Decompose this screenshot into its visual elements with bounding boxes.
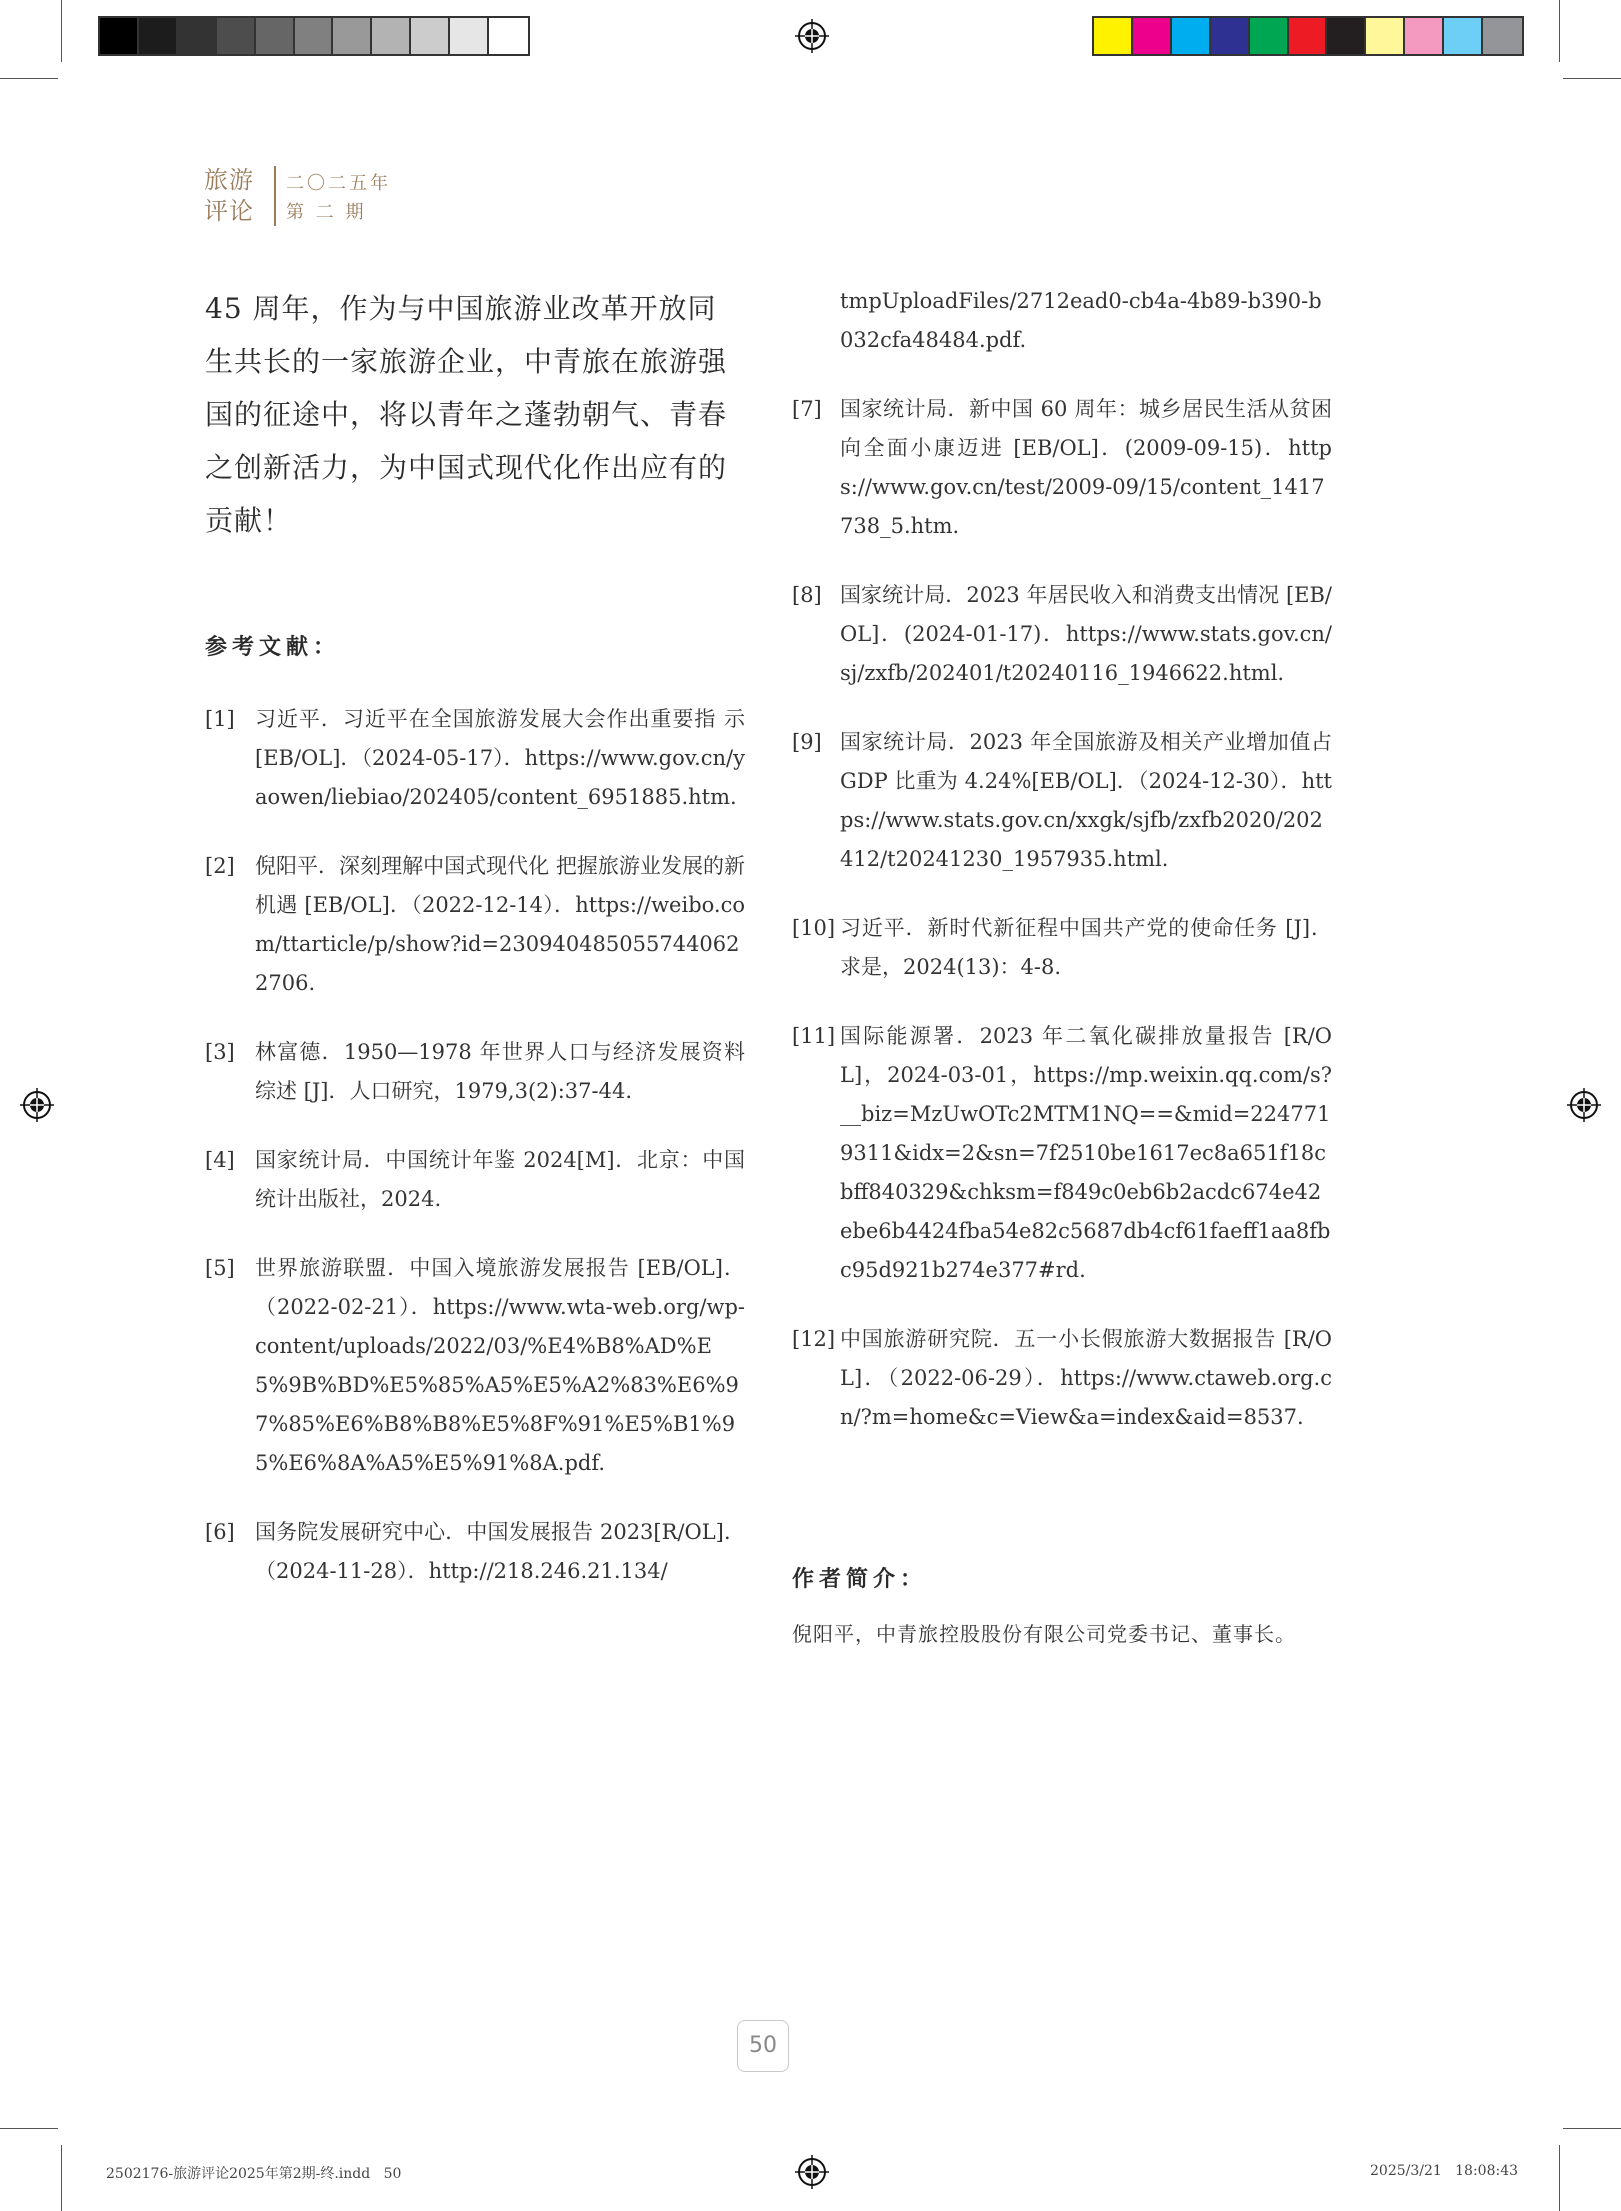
reference-item bbox=[792, 1017, 1332, 1290]
issue-year: 二〇二五年 bbox=[286, 173, 391, 194]
reference-item bbox=[205, 1513, 745, 1591]
journal-logo bbox=[204, 165, 264, 227]
reference-number: [9] bbox=[792, 730, 822, 754]
color-swatch bbox=[1327, 18, 1366, 54]
reference-item bbox=[792, 909, 1332, 987]
gray-swatch bbox=[178, 18, 217, 54]
gray-swatch bbox=[295, 18, 334, 54]
gray-swatch bbox=[450, 18, 489, 54]
reference-number: [1] bbox=[205, 707, 235, 731]
body-paragraph: 45 周年，作为与中国旅游业改革开放同生共长的一家旅游企业，中青旅在旅游强国的征途中，将以青年之蓬勃朝气、青春之创新活力，为中国式现代化作出应有的贡献！ bbox=[205, 292, 728, 537]
reference-item bbox=[205, 1033, 745, 1111]
reference-item bbox=[792, 282, 1332, 360]
gray-swatch bbox=[489, 18, 528, 54]
reference-text: 国家统计局．2023 年居民收入和消费支出情况 [EB/OL]．(2024-01-17)．https://www.stats.gov.cn/sj/zxfb/202401/t20240116_1946622.html. bbox=[840, 583, 1332, 685]
reference-number: [3] bbox=[205, 1040, 235, 1064]
reference-item bbox=[205, 700, 745, 817]
reference-number: [10] bbox=[792, 916, 836, 940]
gray-ramp-bar bbox=[98, 16, 530, 56]
logo-line-2: 评论 bbox=[204, 197, 254, 225]
gray-swatch bbox=[372, 18, 411, 54]
reference-text: 林富德．1950—1978 年世界人口与经济发展资料综述 [J]．人口研究，1979,3(2):37-44. bbox=[255, 1040, 745, 1103]
slug-timestamp: 2025/3/21 18:08:43 bbox=[1370, 2163, 1519, 2179]
color-swatch bbox=[1211, 18, 1250, 54]
reference-item bbox=[792, 576, 1332, 693]
page-number: 50 bbox=[737, 2020, 789, 2072]
registration-mark-icon bbox=[795, 19, 829, 53]
color-swatch bbox=[1250, 18, 1289, 54]
slug-file-info: 2502176-旅游评论2025年第2期-终.indd 50 bbox=[106, 2166, 402, 2182]
color-swatch bbox=[1289, 18, 1328, 54]
reference-number: [12] bbox=[792, 1327, 836, 1351]
reference-number: [4] bbox=[205, 1148, 235, 1172]
reference-text: 国际能源署．2023 年二氧化碳排放量报告 [R/OL]，2024-03-01，https://mp.weixin.qq.com/s?__biz=MzUwOTc2MTM1NQ==&mid=2247719311&idx=2&sn=7f2510be1617ec8a651f18cbff840329&chksm=f849c0eb6b2acdc674e42ebe6b4424fba54e82c5687db4cf61faeff1aa8fbc95d921b274e377#rd. bbox=[840, 1024, 1332, 1282]
reference-number: [5] bbox=[205, 1256, 235, 1280]
reference-item bbox=[205, 1141, 745, 1219]
reference-number: [6] bbox=[205, 1520, 235, 1544]
registration-mark-icon bbox=[795, 2155, 829, 2189]
reference-item bbox=[792, 723, 1332, 879]
reference-item bbox=[792, 1320, 1332, 1437]
color-swatch bbox=[1133, 18, 1172, 54]
issue-number: 第 二 期 bbox=[286, 202, 367, 223]
reference-text: 国务院发展研究中心．中国发展报告 2023[R/OL]．（2024-11-28）．http://218.246.21.134/ bbox=[255, 1520, 745, 1583]
reference-text: 习近平．新时代新征程中国共产党的使命任务 [J]．求是，2024(13)：4-8. bbox=[840, 916, 1332, 979]
reference-text: tmpUploadFiles/2712ead0-cb4a-4b89-b390-b032cfa48484.pdf. bbox=[840, 289, 1322, 352]
gray-swatch bbox=[217, 18, 256, 54]
gray-swatch bbox=[100, 18, 139, 54]
color-swatch bbox=[1094, 18, 1133, 54]
color-swatch-bar bbox=[1092, 16, 1524, 56]
gray-swatch bbox=[139, 18, 178, 54]
reference-number: [8] bbox=[792, 583, 822, 607]
references-list-left bbox=[205, 700, 745, 1621]
reference-item bbox=[205, 1249, 745, 1483]
reference-number: [7] bbox=[792, 397, 822, 421]
logo-line-1: 旅游 bbox=[204, 166, 254, 194]
color-swatch bbox=[1172, 18, 1211, 54]
reference-text: 国家统计局．新中国 60 周年：城乡居民生活从贫困向全面小康迈进 [EB/OL]．(2009-09-15)．https://www.gov.cn/test/2009-09/15/content_1417738_5.htm. bbox=[840, 397, 1332, 538]
registration-mark-icon bbox=[20, 1088, 54, 1122]
color-swatch bbox=[1444, 18, 1483, 54]
color-swatch bbox=[1366, 18, 1405, 54]
issue-info bbox=[286, 169, 391, 227]
reference-text: 国家统计局．2023 年全国旅游及相关产业增加值占 GDP 比重为 4.24%[EB/OL]．（2024-12-30）．https://www.stats.gov.cn/xxgk/sjfb/zxfb2020/202412/t20241230_1957935.html. bbox=[840, 730, 1332, 871]
gray-swatch bbox=[256, 18, 295, 54]
reference-item bbox=[792, 390, 1332, 546]
author-heading: 作者简介： bbox=[792, 1566, 928, 1592]
reference-item bbox=[205, 847, 745, 1003]
registration-mark-icon bbox=[1567, 1088, 1601, 1122]
reference-text: 国家统计局．中国统计年鉴 2024[M]．北京：中国统计出版社，2024. bbox=[255, 1148, 745, 1211]
reference-number: [2] bbox=[205, 854, 235, 878]
reference-text: 倪阳平．深刻理解中国式现代化 把握旅游业发展的新机遇 [EB/OL]．（2022-12-14）．https://weibo.com/ttarticle/p/show?id=2309404850557440622706. bbox=[255, 854, 745, 995]
reference-text: 中国旅游研究院．五一小长假旅游大数据报告 [R/OL]．（2022-06-29）．https://www.ctaweb.org.cn/?m=home&c=View&a=index&aid=8537. bbox=[840, 1327, 1332, 1429]
gray-swatch bbox=[333, 18, 372, 54]
author-bio: 倪阳平，中青旅控股股份有限公司党委书记、董事长。 bbox=[792, 1622, 1296, 1646]
reference-text: 世界旅游联盟．中国入境旅游发展报告 [EB/OL]．（2022-02-21）．https://www.wta-web.org/wp-content/uploads/2022/03/%E4%B8%AD%E5%9B%BD%E5%85%A5%E5%A2%83%E6%97%85%E6%B8%B8%E5%8F%91%E5%B1%95%E6%8A%A5%E5%91%8A.pdf. bbox=[255, 1256, 745, 1475]
color-swatch bbox=[1483, 18, 1522, 54]
header-divider bbox=[274, 166, 276, 226]
references-list-right bbox=[792, 282, 1332, 1467]
color-swatch bbox=[1405, 18, 1444, 54]
reference-number bbox=[792, 282, 840, 360]
reference-number: [11] bbox=[792, 1024, 836, 1048]
references-heading: 参考文献： bbox=[205, 634, 341, 660]
reference-text: 习近平．习近平在全国旅游发展大会作出重要指 示 [EB/OL]．（2024-05-17）．https://www.gov.cn/yaowen/liebiao/202405/content_6951885.htm. bbox=[255, 707, 745, 809]
gray-swatch bbox=[411, 18, 450, 54]
